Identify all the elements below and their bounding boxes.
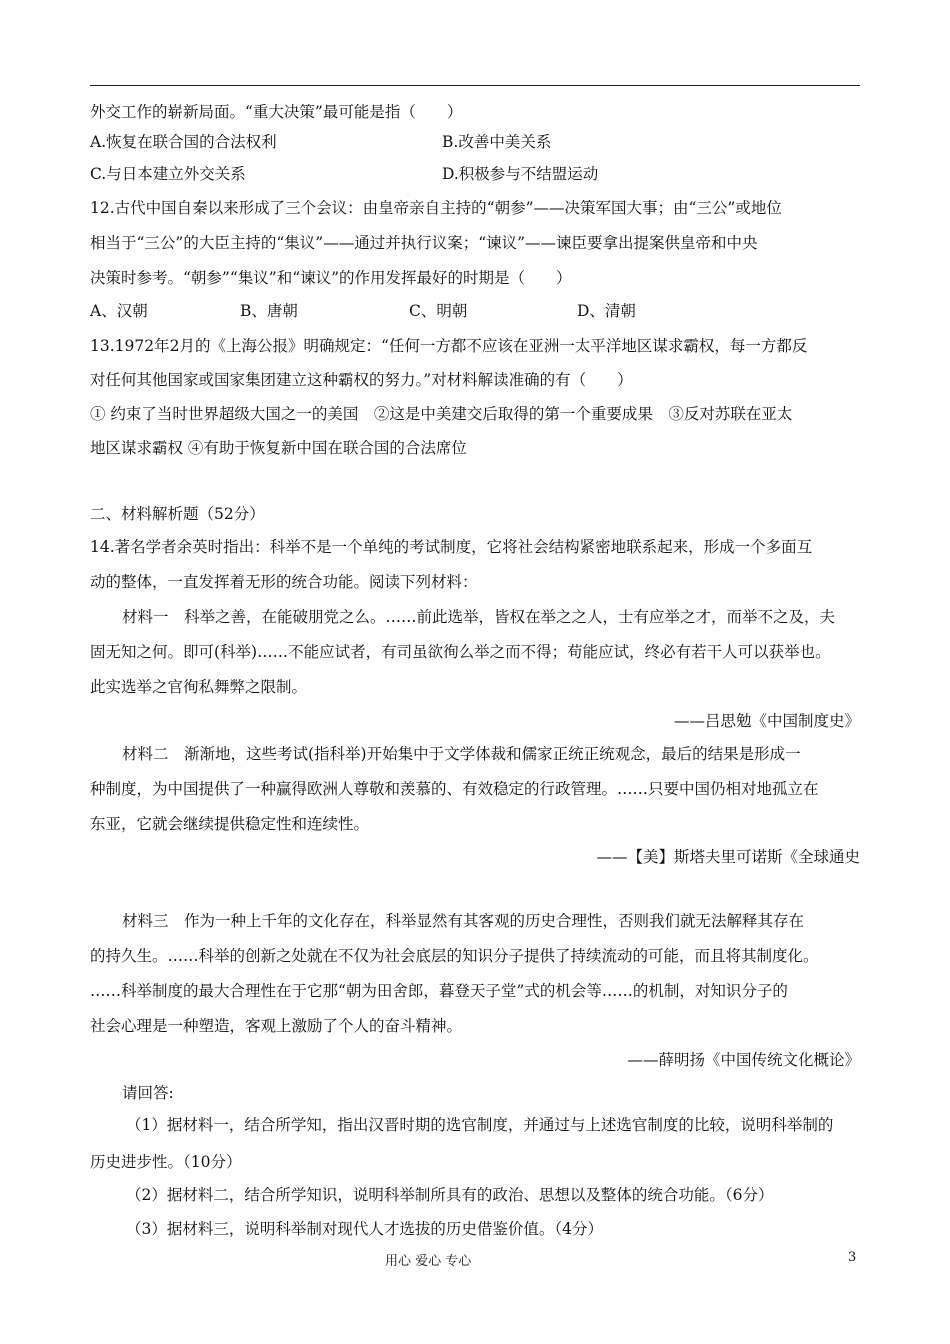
sub-question-3: （3）据材料三，说明科举制对现代人才选拔的历史借鉴价值。（4分） [126,1220,603,1238]
q11-option-d: D.积极参与不结盟运动 [442,165,599,183]
q11-option-b: B.改善中美关系 [442,133,552,151]
q12-option-d: D、清朝 [577,302,636,320]
q14-intro: 14.著名学者余英时指出：科举不是一个单纯的考试制度，它将社会结构紧密地联系起来，形成一个多面互 [90,538,813,556]
header-rule [90,85,860,86]
q12-line: 12.古代中国自秦以来形成了三个会议：由皇帝亲自主持的“朝参”——决策军国大事；由“三公”或地位 [90,199,782,217]
material-3-line: 材料三 作为一种上千年的文化存在，科举显然有其客观的历史合理性，否则我们就无法解释其存在 [122,912,805,930]
q11-stem: 外交工作的崭新局面。“重大决策”最可能是指（ ） [90,103,463,121]
material-3-source: ——薛明扬《中国传统文化概论》 [627,1051,860,1069]
material-3-line: 社会心理是一种塑造，客观上激励了个人的奋斗精神。 [90,1017,463,1035]
q12-line: 相当于“三公”的大臣主持的“集议”——通过并执行议案；“谏议”——谏臣要拿出提案供皇帝和中央 [90,234,758,252]
q13-line: 对任何其他国家或国家集团建立这种霸权的努力。”对材料解读准确的有（ ） [90,371,633,389]
q12-option-b: B、唐朝 [240,302,298,320]
q12-option-a: A、汉朝 [90,302,148,320]
material-1-source: ——吕思勉《中国制度史》 [673,712,860,730]
material-2-line: 东亚，它就会继续提供稳定性和连续性。 [90,815,370,833]
material-1-line: 此实选举之官徇私舞弊之限制。 [90,678,308,696]
q13-line: ① 约束了当时世界超级大国之一的美国 ②这是中美建交后取得的第一个重要成果 ③反对苏联在亚太 [90,405,793,423]
material-3-line: 的持久生。……科举的创新之处就在不仅为社会底层的知识分子提供了持续流动的可能，而且将其制度化。 [90,947,819,965]
material-3-line: ……科举制度的最大合理性在于它那“朝为田舍郎，暮登天子堂”式的机会等……的机制，对知识分子的 [90,982,788,1000]
material-2-line: 种制度，为中国提供了一种赢得欧洲人尊敬和羡慕的、有效稳定的行政管理。……只要中国仍相对地孤立在 [90,780,819,798]
footer-motto: 用心 爱心 专心 [385,1254,472,1269]
q11-option-c: C.与日本建立外交关系 [90,165,246,183]
sub-question-1: 历史进步性。（10分） [90,1153,242,1171]
q12-line: 决策时参考。“朝参”“集议”和“谏议”的作用发挥最好的时期是（ ） [90,269,572,287]
q14-intro: 动的整体，一直发挥着无形的统合功能。阅读下列材料： [90,573,478,591]
q11-option-a: A.恢复在联合国的合法权利 [90,133,277,151]
material-2-source: ——【美】斯塔夫里可诺斯《全球通史 [596,848,860,866]
material-1-line: 固无知之何。即可(科举)……不能应试者，有司虽欲徇么举之而不得；苟能应试，终必有若干人可以获举也。 [90,643,831,661]
sub-question-2: （2）据材料二，结合所学知识，说明科举制所具有的政治、思想以及整体的统合功能。（6分） [126,1186,774,1204]
material-2-line: 材料二 渐渐地，这些考试(指科举)开始集中于文学体裁和儒家正统正统观念，最后的结果是形成一 [122,745,801,763]
page-number: 3 [848,1250,857,1265]
q13-line: 地区谋求霸权 ④有助于恢复新中国在联合国的合法席位 [90,439,467,457]
material-1-line: 材料一 科举之善，在能破朋党之么。……前此选举，皆权在举之之人，士有应举之才，而举不之及，夫 [122,608,836,626]
section-title: 二、材料解析题（52分） [90,505,265,523]
sub-question-1: （1）据材料一，结合所学知，指出汉晋时期的选官制度，并通过与上述选官制度的比较，说明科举制的 [126,1116,834,1134]
q13-line: 13.1972年2月的《上海公报》明确规定：“任何一方都不应该在亚洲一太平洋地区谋求霸权，每一方都反 [90,337,808,355]
answer-prompt: 请回答: [122,1084,174,1102]
q12-option-c: C、明朝 [409,302,468,320]
